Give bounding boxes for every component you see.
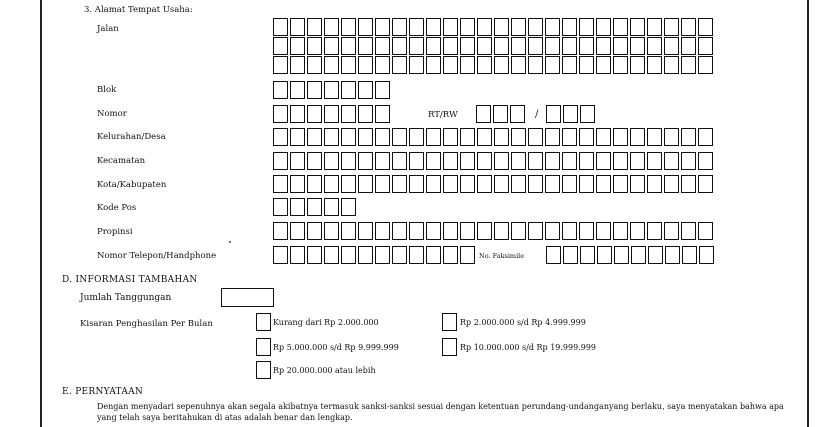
char-box[interactable]	[273, 246, 288, 264]
char-box[interactable]	[392, 56, 407, 74]
char-box[interactable]	[443, 246, 458, 264]
char-box[interactable]	[596, 222, 611, 240]
char-box[interactable]	[681, 222, 696, 240]
char-box[interactable]	[375, 175, 390, 193]
char-box[interactable]	[614, 246, 629, 264]
char-box[interactable]	[630, 37, 645, 55]
char-box[interactable]	[477, 56, 492, 74]
char-box[interactable]	[290, 56, 305, 74]
char-box[interactable]	[613, 56, 628, 74]
char-box[interactable]	[341, 18, 356, 36]
char-box[interactable]	[493, 105, 508, 123]
char-box[interactable]	[494, 175, 509, 193]
char-box[interactable]	[579, 37, 594, 55]
char-box[interactable]	[426, 37, 441, 55]
char-box[interactable]	[698, 18, 713, 36]
char-box[interactable]	[613, 37, 628, 55]
char-box[interactable]	[477, 128, 492, 146]
char-box[interactable]	[580, 105, 595, 123]
char-box[interactable]	[597, 246, 612, 264]
char-box[interactable]	[290, 81, 305, 99]
char-box[interactable]	[460, 246, 475, 264]
blok-input-boxes[interactable]	[273, 81, 392, 99]
char-box[interactable]	[477, 18, 492, 36]
char-box[interactable]	[341, 246, 356, 264]
char-box[interactable]	[273, 128, 288, 146]
char-box[interactable]	[528, 222, 543, 240]
char-box[interactable]	[426, 152, 441, 170]
char-box[interactable]	[528, 56, 543, 74]
kota-input-boxes[interactable]	[273, 175, 715, 193]
section-3-title: 3. Alamat Tempat Usaha:	[84, 5, 193, 15]
char-box[interactable]	[698, 175, 713, 193]
char-box[interactable]	[545, 152, 560, 170]
char-box[interactable]	[613, 128, 628, 146]
char-box[interactable]	[273, 105, 288, 123]
char-box[interactable]	[392, 128, 407, 146]
char-box[interactable]	[290, 128, 305, 146]
char-box[interactable]	[341, 198, 356, 216]
char-box[interactable]	[647, 56, 662, 74]
char-box[interactable]	[528, 128, 543, 146]
char-box[interactable]	[358, 105, 373, 123]
char-box[interactable]	[545, 56, 560, 74]
char-box[interactable]	[681, 18, 696, 36]
label-kota: Kota/Kabupaten	[97, 180, 167, 190]
char-box[interactable]	[273, 152, 288, 170]
label-nomor: Nomor	[97, 109, 127, 119]
char-box[interactable]	[528, 175, 543, 193]
jumlah-tanggungan-input[interactable]	[221, 288, 274, 307]
char-box[interactable]	[409, 56, 424, 74]
char-box[interactable]	[664, 175, 679, 193]
char-box[interactable]	[631, 246, 646, 264]
char-box[interactable]	[664, 18, 679, 36]
char-box[interactable]	[528, 18, 543, 36]
char-box[interactable]	[562, 152, 577, 170]
label-jumlah-tanggungan: Jumlah Tanggungan	[80, 293, 172, 303]
char-box[interactable]	[460, 18, 475, 36]
char-box[interactable]	[630, 128, 645, 146]
char-box[interactable]	[562, 128, 577, 146]
char-box[interactable]	[546, 246, 561, 264]
label-telepon: Nomor Telepon/Handphone	[97, 251, 217, 261]
char-box[interactable]	[375, 152, 390, 170]
label-propinsi: Propinsi	[97, 227, 133, 237]
char-box[interactable]	[511, 37, 526, 55]
char-box[interactable]	[562, 18, 577, 36]
char-box[interactable]	[494, 56, 509, 74]
option-label-2: Rp 2.000.000 s/d Rp 4.999.999	[460, 318, 586, 327]
char-box[interactable]	[477, 152, 492, 170]
char-box[interactable]	[409, 128, 424, 146]
char-box[interactable]	[698, 37, 713, 55]
char-box[interactable]	[324, 246, 339, 264]
char-box[interactable]	[375, 105, 390, 123]
char-box[interactable]	[648, 246, 663, 264]
kodepos-input-boxes[interactable]	[273, 198, 358, 216]
char-box[interactable]	[307, 81, 322, 99]
char-box[interactable]	[443, 222, 458, 240]
char-box[interactable]	[630, 152, 645, 170]
char-box[interactable]	[426, 56, 441, 74]
char-box[interactable]	[307, 18, 322, 36]
char-box[interactable]	[647, 222, 662, 240]
char-box[interactable]	[630, 222, 645, 240]
char-box[interactable]	[358, 81, 373, 99]
char-box[interactable]	[273, 222, 288, 240]
char-box[interactable]	[460, 222, 475, 240]
char-box[interactable]	[273, 18, 288, 36]
char-box[interactable]	[460, 175, 475, 193]
char-box[interactable]	[392, 246, 407, 264]
left-border-line	[40, 0, 42, 427]
char-box[interactable]	[392, 222, 407, 240]
char-box[interactable]	[562, 175, 577, 193]
char-box[interactable]	[647, 128, 662, 146]
char-box[interactable]	[647, 152, 662, 170]
rw-input-boxes[interactable]	[546, 105, 597, 123]
stray-dot	[229, 241, 231, 243]
char-box[interactable]	[681, 152, 696, 170]
char-box[interactable]	[409, 175, 424, 193]
rt-input-boxes[interactable]	[476, 105, 527, 123]
char-box[interactable]	[341, 152, 356, 170]
char-box[interactable]	[494, 128, 509, 146]
char-box[interactable]	[579, 175, 594, 193]
char-box[interactable]	[579, 56, 594, 74]
char-box[interactable]	[579, 222, 594, 240]
char-box[interactable]	[477, 37, 492, 55]
char-box[interactable]	[613, 152, 628, 170]
option-label-5: Rp 20.000.000 atau lebih	[273, 366, 376, 375]
char-box[interactable]	[375, 37, 390, 55]
char-box[interactable]	[664, 128, 679, 146]
char-box[interactable]	[307, 56, 322, 74]
char-box[interactable]	[647, 175, 662, 193]
char-box[interactable]	[324, 175, 339, 193]
char-box[interactable]	[596, 37, 611, 55]
char-box[interactable]	[409, 37, 424, 55]
char-box[interactable]	[647, 18, 662, 36]
char-box[interactable]	[563, 105, 578, 123]
char-box[interactable]	[494, 152, 509, 170]
char-box[interactable]	[477, 175, 492, 193]
char-box[interactable]	[426, 222, 441, 240]
nomor-input-boxes[interactable]	[273, 105, 392, 123]
char-box[interactable]	[409, 246, 424, 264]
char-box[interactable]	[562, 37, 577, 55]
char-box[interactable]	[307, 246, 322, 264]
char-box[interactable]	[682, 246, 697, 264]
label-kelurahan: Kelurahan/Desa	[97, 132, 166, 142]
char-box[interactable]	[324, 81, 339, 99]
char-box[interactable]	[579, 128, 594, 146]
label-kodepos: Kode Pos	[97, 203, 137, 213]
label-kisaran-penghasilan: Kisaran Penghasilan Per Bulan	[80, 319, 213, 329]
label-kecamatan: Kecamatan	[97, 156, 146, 166]
char-box[interactable]	[324, 128, 339, 146]
char-box[interactable]	[358, 18, 373, 36]
char-box[interactable]	[563, 246, 578, 264]
option-checkbox-5[interactable]	[256, 361, 271, 379]
char-box[interactable]	[324, 56, 339, 74]
kecamatan-input-boxes[interactable]	[273, 152, 715, 170]
char-box[interactable]	[426, 246, 441, 264]
char-box[interactable]	[699, 246, 714, 264]
char-box[interactable]	[290, 246, 305, 264]
char-box[interactable]	[580, 246, 595, 264]
char-box[interactable]	[324, 222, 339, 240]
char-box[interactable]	[545, 175, 560, 193]
char-box[interactable]	[494, 222, 509, 240]
char-box[interactable]	[273, 175, 288, 193]
char-box[interactable]	[510, 105, 525, 123]
char-box[interactable]	[358, 222, 373, 240]
char-box[interactable]	[307, 222, 322, 240]
char-box[interactable]	[290, 222, 305, 240]
char-box[interactable]	[358, 56, 373, 74]
char-box[interactable]	[443, 175, 458, 193]
char-box[interactable]	[375, 128, 390, 146]
char-box[interactable]	[681, 56, 696, 74]
option-label-3: Rp 5.000.000 s/d Rp 9.999.999	[273, 343, 399, 352]
char-box[interactable]	[477, 222, 492, 240]
char-box[interactable]	[324, 105, 339, 123]
char-box[interactable]	[273, 56, 288, 74]
telepon-input-boxes[interactable]	[273, 246, 477, 264]
label-blok: Blok	[97, 85, 117, 95]
char-box[interactable]	[511, 175, 526, 193]
char-box[interactable]	[324, 37, 339, 55]
char-box[interactable]	[443, 18, 458, 36]
option-label-1: Kurang dari Rp 2.000.000	[273, 318, 379, 327]
char-box[interactable]	[664, 152, 679, 170]
char-box[interactable]	[511, 222, 526, 240]
char-box[interactable]	[290, 105, 305, 123]
jalan-input-grid[interactable]	[273, 18, 713, 74]
right-border-line	[807, 0, 809, 427]
option-checkbox-3[interactable]	[256, 338, 271, 356]
char-box[interactable]	[460, 128, 475, 146]
char-box[interactable]	[511, 128, 526, 146]
char-box[interactable]	[681, 175, 696, 193]
char-box[interactable]	[392, 37, 407, 55]
char-box[interactable]	[290, 152, 305, 170]
char-box[interactable]	[681, 37, 696, 55]
char-box[interactable]	[324, 198, 339, 216]
char-box[interactable]	[341, 37, 356, 55]
section-e-heading: E. PERNYATAAN	[62, 387, 144, 397]
char-box[interactable]	[290, 18, 305, 36]
label-jalan: Jalan	[97, 24, 119, 34]
char-box[interactable]	[307, 152, 322, 170]
char-box[interactable]	[375, 222, 390, 240]
char-box[interactable]	[426, 175, 441, 193]
char-box[interactable]	[392, 18, 407, 36]
char-box[interactable]	[494, 37, 509, 55]
char-box[interactable]	[426, 128, 441, 146]
option-label-4: Rp 10.000.000 s/d Rp 19.999.999	[460, 343, 596, 352]
char-box[interactable]	[630, 175, 645, 193]
char-box[interactable]	[665, 246, 680, 264]
char-box[interactable]	[630, 18, 645, 36]
char-box[interactable]	[341, 81, 356, 99]
char-box[interactable]	[545, 18, 560, 36]
char-box[interactable]	[460, 37, 475, 55]
char-box[interactable]	[664, 56, 679, 74]
char-box[interactable]	[545, 128, 560, 146]
label-rtrw: RT/RW	[428, 110, 458, 120]
char-box[interactable]	[358, 37, 373, 55]
char-box[interactable]	[596, 56, 611, 74]
char-box[interactable]	[324, 18, 339, 36]
char-box[interactable]	[511, 18, 526, 36]
option-checkbox-2[interactable]	[442, 313, 457, 331]
char-box[interactable]	[562, 222, 577, 240]
char-box[interactable]	[562, 56, 577, 74]
faksimile-input-boxes[interactable]	[546, 246, 716, 264]
char-box[interactable]	[375, 246, 390, 264]
char-box[interactable]	[409, 152, 424, 170]
kelurahan-input-boxes[interactable]	[273, 128, 715, 146]
char-box[interactable]	[409, 222, 424, 240]
char-box[interactable]	[579, 18, 594, 36]
char-box[interactable]	[341, 56, 356, 74]
char-box[interactable]	[698, 222, 713, 240]
section-d-heading: D. INFORMASI TAMBAHAN	[62, 275, 198, 285]
char-box[interactable]	[579, 152, 594, 170]
char-box[interactable]	[698, 152, 713, 170]
char-box[interactable]	[698, 56, 713, 74]
char-box[interactable]	[358, 246, 373, 264]
char-box[interactable]	[307, 37, 322, 55]
char-box[interactable]	[307, 175, 322, 193]
char-box[interactable]	[341, 105, 356, 123]
char-box[interactable]	[545, 222, 560, 240]
char-box[interactable]	[443, 37, 458, 55]
char-box[interactable]	[528, 37, 543, 55]
char-box[interactable]	[596, 152, 611, 170]
char-box[interactable]	[307, 128, 322, 146]
char-box[interactable]	[290, 175, 305, 193]
char-box[interactable]	[630, 56, 645, 74]
char-box[interactable]	[324, 152, 339, 170]
char-box[interactable]	[375, 81, 390, 99]
char-box[interactable]	[375, 18, 390, 36]
char-box[interactable]	[511, 152, 526, 170]
char-box[interactable]	[596, 18, 611, 36]
char-box[interactable]	[341, 222, 356, 240]
char-box[interactable]	[546, 105, 561, 123]
char-box[interactable]	[647, 37, 662, 55]
option-checkbox-4[interactable]	[442, 338, 457, 356]
char-box[interactable]	[613, 18, 628, 36]
char-box[interactable]	[545, 37, 560, 55]
char-box[interactable]	[443, 152, 458, 170]
char-box[interactable]	[528, 152, 543, 170]
pernyataan-text: Dengan menyadari sepenuhnya akan segala akibatnya termasuk sanksi-sanksi sesuai dengan ketentuan perundang-undanganyang berlaku, saya menyatakan bahwa apa yang telah saya beritahukan di atas adalah benar dan lengkap.	[97, 402, 784, 422]
char-box[interactable]	[273, 81, 288, 99]
char-box[interactable]	[476, 105, 491, 123]
char-box[interactable]	[290, 37, 305, 55]
char-box[interactable]	[307, 105, 322, 123]
char-box[interactable]	[596, 175, 611, 193]
char-box[interactable]	[664, 37, 679, 55]
char-box[interactable]	[358, 175, 373, 193]
char-box[interactable]	[613, 222, 628, 240]
char-box[interactable]	[273, 198, 288, 216]
char-box[interactable]	[460, 56, 475, 74]
char-box[interactable]	[698, 128, 713, 146]
option-checkbox-1[interactable]	[256, 313, 271, 331]
char-box[interactable]	[664, 222, 679, 240]
char-box[interactable]	[358, 128, 373, 146]
char-box[interactable]	[307, 198, 322, 216]
label-faksimile: No. Faksimile	[479, 252, 525, 260]
char-box[interactable]	[392, 175, 407, 193]
char-box[interactable]	[613, 175, 628, 193]
char-box[interactable]	[426, 18, 441, 36]
char-box[interactable]	[341, 175, 356, 193]
propinsi-input-boxes[interactable]	[273, 222, 715, 240]
char-box[interactable]	[596, 128, 611, 146]
char-box[interactable]	[409, 18, 424, 36]
char-box[interactable]	[494, 18, 509, 36]
char-box[interactable]	[681, 128, 696, 146]
char-box[interactable]	[392, 152, 407, 170]
char-box[interactable]	[511, 56, 526, 74]
rtrw-separator: /	[535, 109, 539, 120]
char-box[interactable]	[375, 56, 390, 74]
char-box[interactable]	[460, 152, 475, 170]
char-box[interactable]	[290, 198, 305, 216]
char-box[interactable]	[443, 128, 458, 146]
char-box[interactable]	[273, 37, 288, 55]
char-box[interactable]	[358, 152, 373, 170]
char-box[interactable]	[443, 56, 458, 74]
char-box[interactable]	[341, 128, 356, 146]
